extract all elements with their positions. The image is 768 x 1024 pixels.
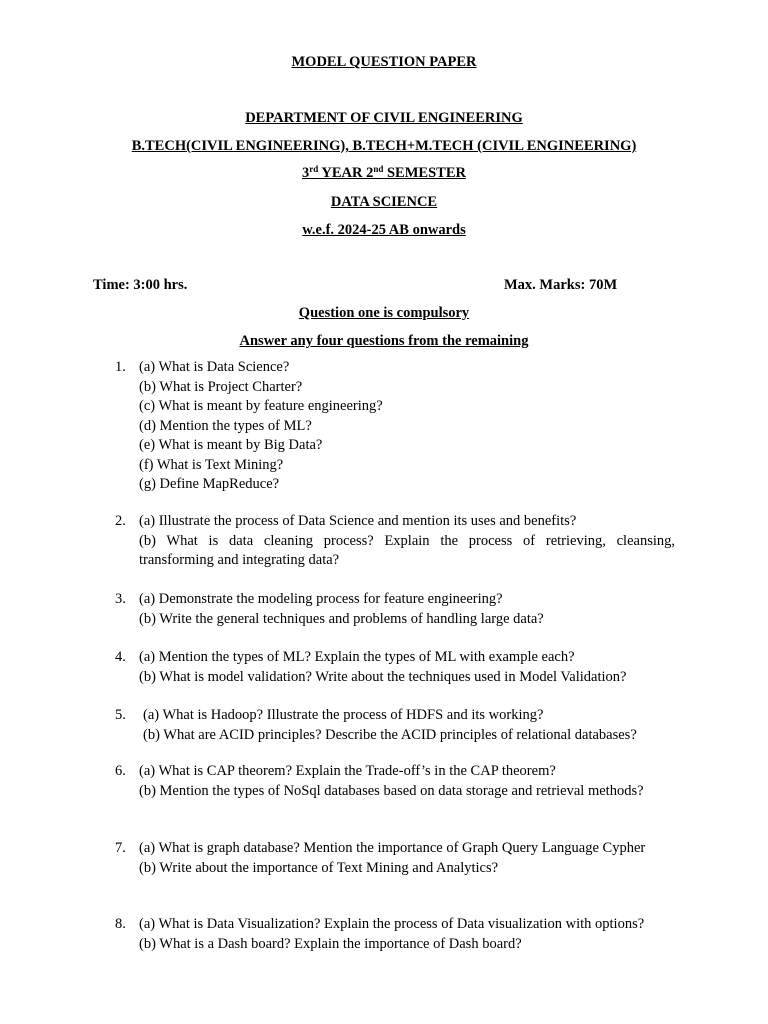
question-1: [115, 358, 675, 495]
question-part: (b) What are ACID principles? Describe the ACID principles of relational databases?: [143, 726, 637, 743]
question-number: 2.: [115, 513, 126, 529]
question-part: (b) Mention the types of NoSql databases based on data storage and retrieval methods?: [139, 782, 644, 799]
question-number: 8.: [115, 916, 126, 932]
year-ordinal: rd: [309, 164, 319, 174]
question-part: (b) What is data cleaning process? Explain the process of retrieving, cleansing, transforming and integrating data?: [139, 532, 675, 568]
compulsory-instruction: Question one is compulsory: [298, 305, 470, 321]
question-number: 6.: [115, 763, 126, 779]
question-part: (c) What is meant by feature engineering?: [139, 398, 383, 414]
question-part: (g) Define MapReduce?: [139, 476, 280, 492]
question-part: (a) Demonstrate the modeling process for feature engineering?: [139, 591, 503, 607]
question-part: (b) Write the general techniques and problems of handling large data?: [139, 610, 544, 627]
question-part: (b) What is model validation? Write about the techniques used in Model Validation?: [139, 668, 627, 685]
semester-text: SEMESTER: [383, 165, 466, 181]
year-text: YEAR 2: [318, 165, 374, 181]
question-part: (a) Illustrate the process of Data Science and mention its uses and benefits?: [139, 513, 577, 529]
question-part: (b) Write about the importance of Text Mining and Analytics?: [139, 859, 499, 876]
question-number: 1.: [115, 359, 126, 375]
question-3: [115, 590, 675, 629]
question-7: [115, 839, 675, 878]
question-part: (d) Mention the types of ML?: [139, 417, 312, 434]
question-number: 3.: [115, 591, 126, 607]
question-6: [115, 762, 675, 801]
question-part: (a) What is graph database? Mention the importance of Graph Query Language Cypher: [139, 840, 646, 856]
question-8: [115, 915, 675, 954]
subject-heading: DATA SCIENCE: [330, 194, 438, 210]
answer-instruction: Answer any four questions from the remaining: [239, 333, 529, 349]
question-number: 4.: [115, 649, 126, 665]
programme-heading: B.TECH(CIVIL ENGINEERING), B.TECH+M.TECH (CIVIL ENGINEERING): [131, 138, 637, 154]
question-part: (f) What is Text Mining?: [139, 456, 284, 473]
semester-ordinal: nd: [373, 164, 384, 174]
question-part: (b) What is a Dash board? Explain the importance of Dash board?: [139, 935, 522, 952]
question-part: (a) What is Hadoop? Illustrate the process of HDFS and its working?: [143, 707, 544, 723]
question-part: (a) What is Data Visualization? Explain the process of Data visualization with options?: [139, 916, 645, 932]
question-4: [115, 648, 675, 687]
exam-time: Time: 3:00 hrs.: [93, 277, 188, 293]
max-marks: Max. Marks: 70M: [504, 277, 618, 293]
question-part: (e) What is meant by Big Data?: [139, 437, 323, 453]
question-part: (b) What is Project Charter?: [139, 378, 303, 395]
question-5: [115, 706, 675, 745]
question-part: (a) Mention the types of ML? Explain the types of ML with example each?: [139, 649, 575, 665]
question-2: [115, 512, 675, 571]
department-heading: DEPARTMENT OF CIVIL ENGINEERING: [245, 110, 523, 126]
year-number: 3: [302, 165, 310, 181]
year-semester-heading: [0, 164, 768, 182]
paper-title: MODEL QUESTION PAPER: [291, 54, 477, 70]
question-part: (a) What is CAP theorem? Explain the Trade-off’s in the CAP theorem?: [139, 763, 556, 779]
question-part: (a) What is Data Science?: [139, 359, 290, 375]
question-number: 7.: [115, 840, 126, 856]
question-number: 5.: [115, 707, 126, 723]
wef-heading: w.e.f. 2024-25 AB onwards: [302, 222, 466, 238]
